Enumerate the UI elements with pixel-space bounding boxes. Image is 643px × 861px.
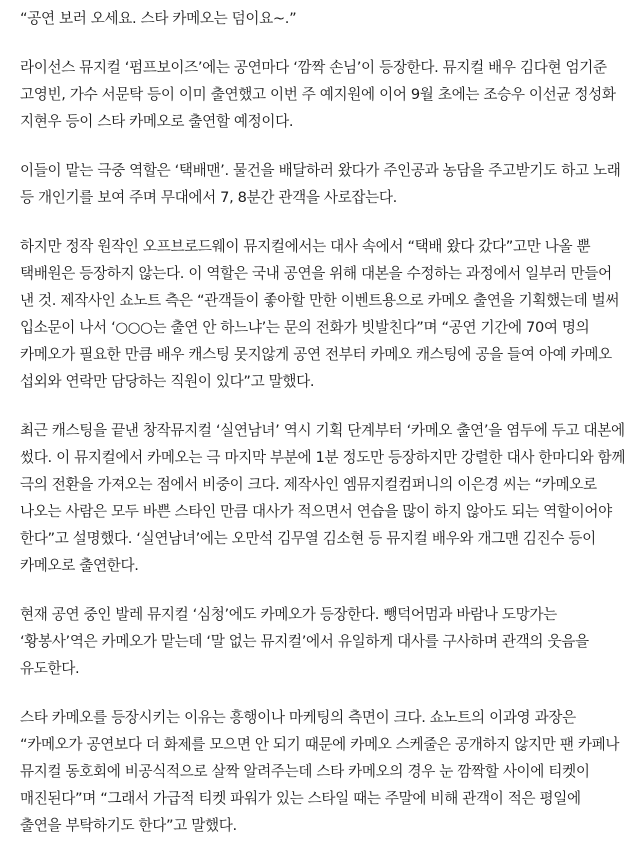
article-paragraph: 이들이 맡는 극중 역할은 ‘택배맨’. 물건을 배달하러 왔다가 주인공과 농담을 주고받기도 하고 노래 등 개인기를 보여 주며 무대에서 7, 8분간 관객을 사로잡는다. xyxy=(20,162,621,206)
article-paragraph: 하지만 정작 원작인 오프브로드웨이 뮤지컬에서는 대사 속에서 “택배 왔다 갔다”고만 나올 뿐 택배원은 등장하지 않는다. 이 역할은 국내 공연을 위해 대본을 수정하는 과정에서 일부러 만들어 낸 것. 제작사인 쇼노트 측은 “관객들이 좋아할 만한 이벤트용으로 카메오 출연을 기획했는데 벌써 입소문이 나서 ‘○○○는 출연 안 하느냐’는 문의 전화가 빗발친다”며 “공연 기간에 70여 명의 카메오가 필요한 만큼 배우 캐스팅 못지않게 공연 전부터 카메오 캐스팅에 공을 들여 아예 카메오 섭외와 연락만 담당하는 직원이 있다”고 말했다. xyxy=(20,238,620,390)
article-paragraph: 현재 공연 중인 발레 뮤지컬 ‘심청’에도 카메오가 등장한다. 뺑덕어멈과 바람나 도망가는 ‘황봉사’역은 카메오가 맡는데 ‘말 없는 뮤지컬’에서 유일하게 대사를 구사하며 관객의 웃음을 유도한다. xyxy=(20,606,589,677)
article-paragraph: 스타 카메오를 등장시키는 이유는 흥행이나 마케팅의 측면이 크다. 쇼노트의 이과영 과장은 “카메오가 공연보다 더 화제를 모으면 안 되기 때문에 카메오 스케줄은 공개하지 않지만 팬 카페나 뮤지컬 동호회에 비공식적으로 살짝 알려주는데 스타 카메오의 경우 눈 깜짝할 사이에 티켓이 매진된다”며 “그래서 가급적 티켓 파워가 있는 스타일 때는 주말에 비해 관객이 적은 평일에 출연을 부탁하기도 한다”고 말했다. xyxy=(20,709,620,834)
article-paragraph: 라이선스 뮤지컬 ‘펌프보이즈’에는 공연마다 ‘깜짝 손님’이 등장한다. 뮤지컬 배우 김다현 엄기준 고영빈, 가수 서문탁 등이 이미 출연했고 이번 주 예지원에 이어 9월 초에는 조승우 이선균 정성화 지현우 등이 스타 카메오로 출연할 예정이다. xyxy=(20,59,616,130)
article-body xyxy=(20,5,626,861)
article-paragraph-lead-quote: “공연 보러 오세요. 스타 카메오는 덤이요~.” xyxy=(20,10,297,27)
article-paragraph: 최근 캐스팅을 끝낸 창작뮤지컬 ‘실연남녀’ 역시 기획 단계부터 ‘카메오 출연’을 염두에 두고 대본에 썼다. 이 뮤지컬에서 카메오는 극 마지막 부분에 1분 정도만 등장하지만 강렬한 대사 한마디와 함께 극의 전환을 가져오는 점에서 비중이 크다. 제작사인 엠뮤지컬컴퍼니의 이은경 씨는 “카메오로 나오는 사람은 모두 바쁜 스타인 만큼 대사가 적으면서 연습을 많이 하지 않아도 되는 역할이어야 한다”고 설명했다. ‘실연남녀’에는 오만석 김무열 김소현 등 뮤지컬 배우와 개그맨 김진수 등이 카메오로 출연한다. xyxy=(20,422,626,574)
